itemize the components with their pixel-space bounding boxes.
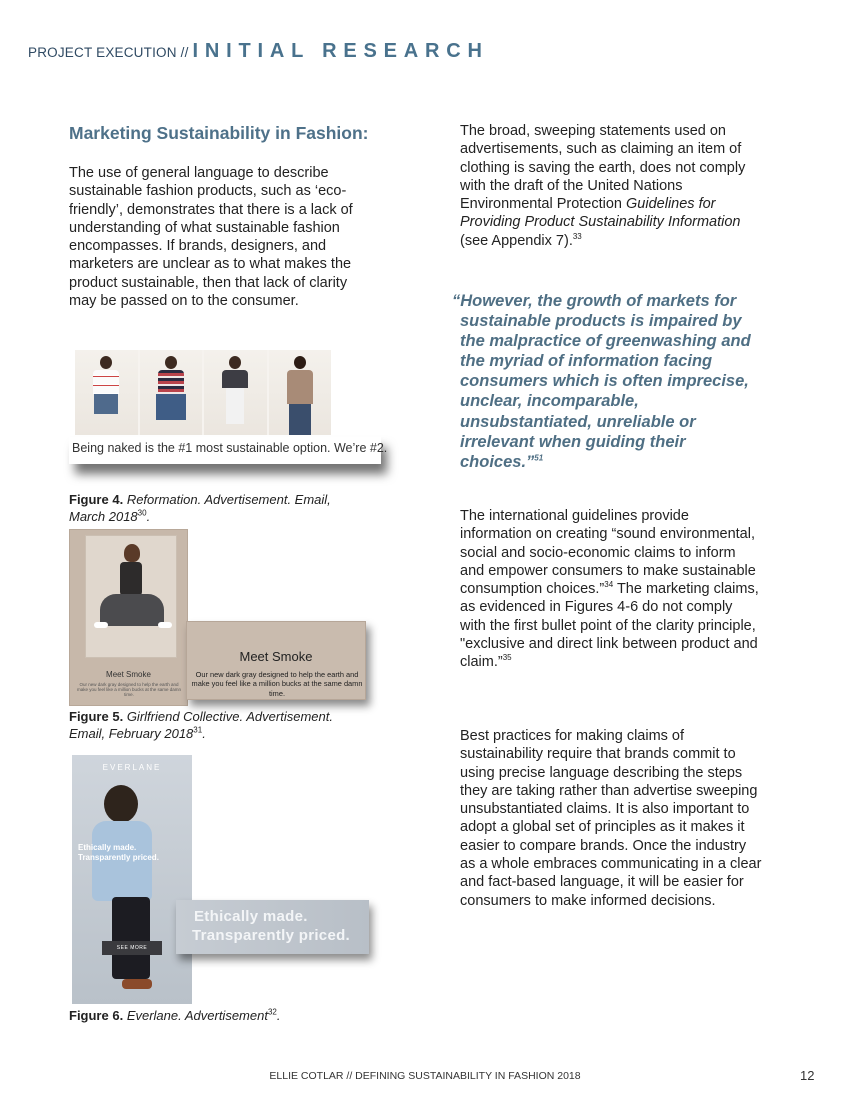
overlay-line-2: Transparently priced. [78, 853, 159, 862]
page-footer: ELLIE COTLAR // DEFINING SUSTAINABILITY IN FASHION 2018 [269, 1070, 581, 1082]
right-column-paragraph-1 [460, 122, 765, 250]
para2-text-b: The marketing claims, as evidenced in Figures 4-6 do not comply with the first bullet point of the clarity principle, "exclusive and direct link between product and claim.” [460, 581, 759, 671]
figure-6-zoom [176, 900, 369, 954]
figure-5-zoom [186, 621, 366, 700]
model-photo-1 [75, 350, 138, 435]
caption-label: Figure 4. [69, 492, 124, 507]
brand-logo: EVERLANE [102, 763, 162, 772]
ad-small-text: Our new dark gray designed to help the earth and make you feel like a million bucks at the same damn time. [76, 682, 182, 697]
caption-text: Everlane. Advertisement [126, 1008, 268, 1023]
caption-text: Girlfriend Collective. Advertisement. Email, February 2018 [69, 709, 333, 741]
quote-text: “However, the growth of markets for sustainable products is impaired by the malpractice of greenwashing and the myriad of information facing consumers which is often imprecise, unclear, incomparable, unsubstantiated, unreliable or irrelevant when guiding their choices.” [452, 292, 751, 471]
header-title: INITIAL RESEARCH [192, 40, 489, 62]
overlay-line-1: Ethically made. [78, 843, 137, 852]
right-column-paragraph-3: Best practices for making claims of sustainability require that brands commit to using precise language describing the steps they are taking rather than advertise sweeping unsubstantiated claims. It is also important to adopt a global set of principles as it makes it easier to compare brands. Once the industry as a whole embraces communicating in a clear and fact-based language, it will be easier for consumers to make informed decisions. [460, 728, 762, 909]
section-title: Marketing Sustainability in Fashion: [69, 123, 369, 143]
caption-ref: 31 [193, 725, 203, 735]
see-more-button: SEE MORE [102, 941, 162, 955]
para2-text: The international guidelines provide information on creating “sound environmental, social and socio-economic claims to inform and empower consumers to make sustainable consumption choices.” [460, 508, 756, 598]
model-photo-3 [204, 350, 267, 435]
ad-zoom-text: Our new dark gray designed to help the earth and make you feel like a million bucks at the same damn time. [191, 670, 363, 698]
figure-4-banner: Being naked is the #1 most sustainable option. We’re #2. [69, 437, 381, 464]
ad-zoom-title: Meet Smoke [239, 649, 313, 664]
figure-6-caption [69, 1008, 369, 1025]
page-number: 12 [800, 1068, 815, 1083]
left-column [69, 122, 369, 310]
para1-text: The broad, sweeping statements used on advertisements, such as claiming an item of clothing is saving the earth, does not comply with the draft of the United Nations Environmental Protection [460, 123, 746, 213]
figure-6-image [72, 755, 192, 1004]
pull-quote [452, 291, 764, 472]
caption-end: . [202, 725, 206, 741]
caption-end: . [146, 508, 151, 524]
para2-ref-2: 35 [502, 653, 512, 663]
caption-ref: 30 [137, 508, 147, 518]
header-prefix: PROJECT EXECUTION // [28, 45, 189, 60]
right-column-paragraph-2 [460, 507, 760, 672]
figure-4-image [75, 350, 331, 435]
zoom-line-1: Ethically made. [194, 908, 308, 925]
guidelines-title: Guidelines for Providing Product Sustainability Information [460, 196, 741, 231]
zoom-line-2: Transparently priced. [192, 927, 351, 944]
caption-ref: 32 [267, 1007, 277, 1017]
ad-overlay-text [78, 843, 188, 863]
ad-small-title: Meet Smoke [106, 670, 151, 679]
lead-paragraph: The use of general language to describe sustainable fashion products, such as ‘eco-friendly’, demonstrates that there is a lack of understanding of what sustainable fashion encompasses. If brands, designers, and marketers are unclear as to what makes the product sustainable, then that lack of clarity may be passed on to the consumer. [69, 165, 353, 310]
figure-4-caption [69, 492, 369, 525]
para2-ref-1: 34 [604, 580, 614, 590]
caption-label: Figure 5. [69, 709, 124, 724]
figure-5-image [69, 529, 188, 706]
model-photo-2 [140, 350, 203, 435]
caption-label: Figure 6. [69, 1008, 124, 1023]
page-header [28, 40, 489, 63]
model-photo-4 [269, 350, 332, 435]
caption-end: . [276, 1008, 281, 1023]
para1-ref: 33 [572, 231, 582, 241]
quote-ref: 51 [534, 453, 544, 463]
para1-end: (see Appendix 7). [460, 232, 573, 249]
model-photo-seated [85, 535, 177, 658]
figure-5-caption [69, 709, 369, 742]
caption-text: Reformation. Advertisement. Email, March 2018 [69, 492, 331, 524]
